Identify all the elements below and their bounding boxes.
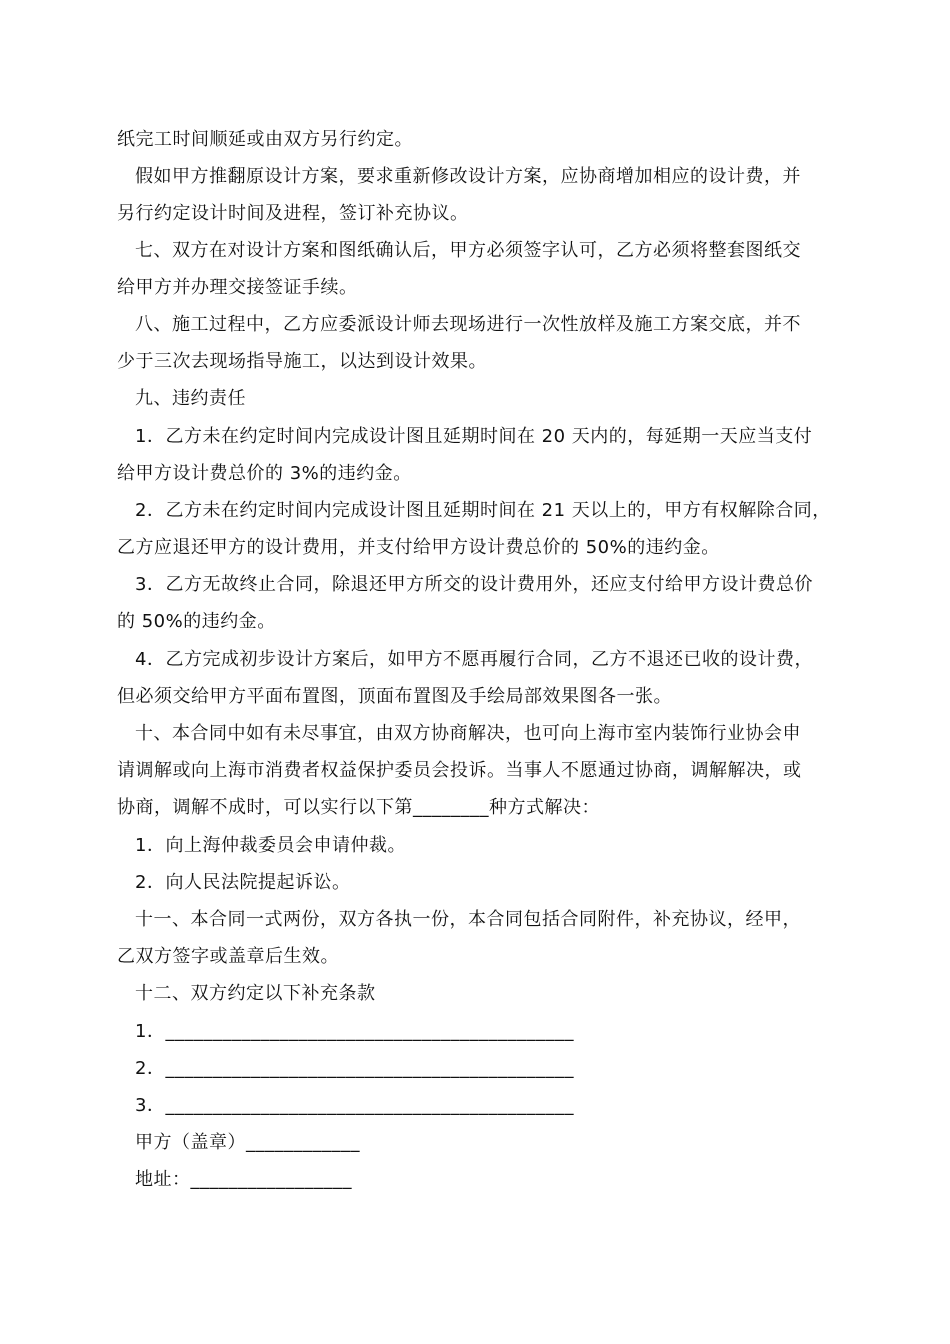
address-field: 地址：_________________ [135,1169,352,1190]
signature-field: 甲方（盖章）____________ [135,1132,360,1153]
text-line: 乙方应退还甲方的设计费用，并支付给甲方设计费总价的 50%的违约金。 [117,537,720,558]
blank-clause-line: 3．___________________________________________ [135,1095,574,1116]
text-line: 的 50%的违约金。 [117,611,276,632]
text-line: 给甲方并办理交接签证手续。 [117,277,358,298]
text-line: 少于三次去现场指导施工，以达到设计效果。 [117,351,487,372]
text-line: 八、施工过程中，乙方应委派设计师去现场进行一次性放样及施工方案交底，并不 [135,314,801,335]
section-heading: 九、违约责任 [135,388,246,409]
text-line: 协商，调解不成时，可以实行以下第________种方式解决： [117,797,600,818]
text-line: 1．向上海仲裁委员会申请仲裁。 [135,835,406,856]
blank-clause-line: 2．___________________________________________ [135,1058,574,1079]
text-line: 请调解或向上海市消费者权益保护委员会投诉。当事人不愿通过协商，调解解决，或 [117,760,802,781]
text-line: 2．向人民法院提起诉讼。 [135,872,351,893]
text-line: 2．乙方未在约定时间内完成设计图且延期时间在 21 天以上的，甲方有权解除合同， [135,500,831,521]
text-line: 纸完工时间顺延或由双方另行约定。 [117,129,413,150]
text-line: 七、双方在对设计方案和图纸确认后，甲方必须签字认可，乙方必须将整套图纸交 [135,240,801,261]
text-line: 3．乙方无故终止合同，除退还甲方所交的设计费用外，还应支付给甲方设计费总价 [135,574,813,595]
text-line: 4．乙方完成初步设计方案后，如甲方不愿再履行合同，乙方不退还已收的设计费， [135,649,813,670]
text-line: 另行约定设计时间及进程，签订补充协议。 [117,203,469,224]
text-line: 但必须交给甲方平面布置图，顶面布置图及手绘局部效果图各一张。 [117,686,672,707]
text-line: 给甲方设计费总价的 3%的违约金。 [117,463,412,484]
text-line: 十、本合同中如有未尽事宜，由双方协商解决，也可向上海市室内装饰行业协会申 [135,723,801,744]
text-line: 假如甲方推翻原设计方案，要求重新修改设计方案，应协商增加相应的设计费，并 [135,166,801,187]
section-heading: 十二、双方约定以下补充条款 [135,983,376,1004]
text-line: 1．乙方未在约定时间内完成设计图且延期时间在 20 天内的，每延期一天应当支付 [135,426,813,447]
text-line: 十一、本合同一式两份，双方各执一份，本合同包括合同附件，补充协议，经甲， [135,909,801,930]
text-line: 乙双方签字或盖章后生效。 [117,946,339,967]
blank-clause-line: 1．___________________________________________ [135,1021,574,1042]
